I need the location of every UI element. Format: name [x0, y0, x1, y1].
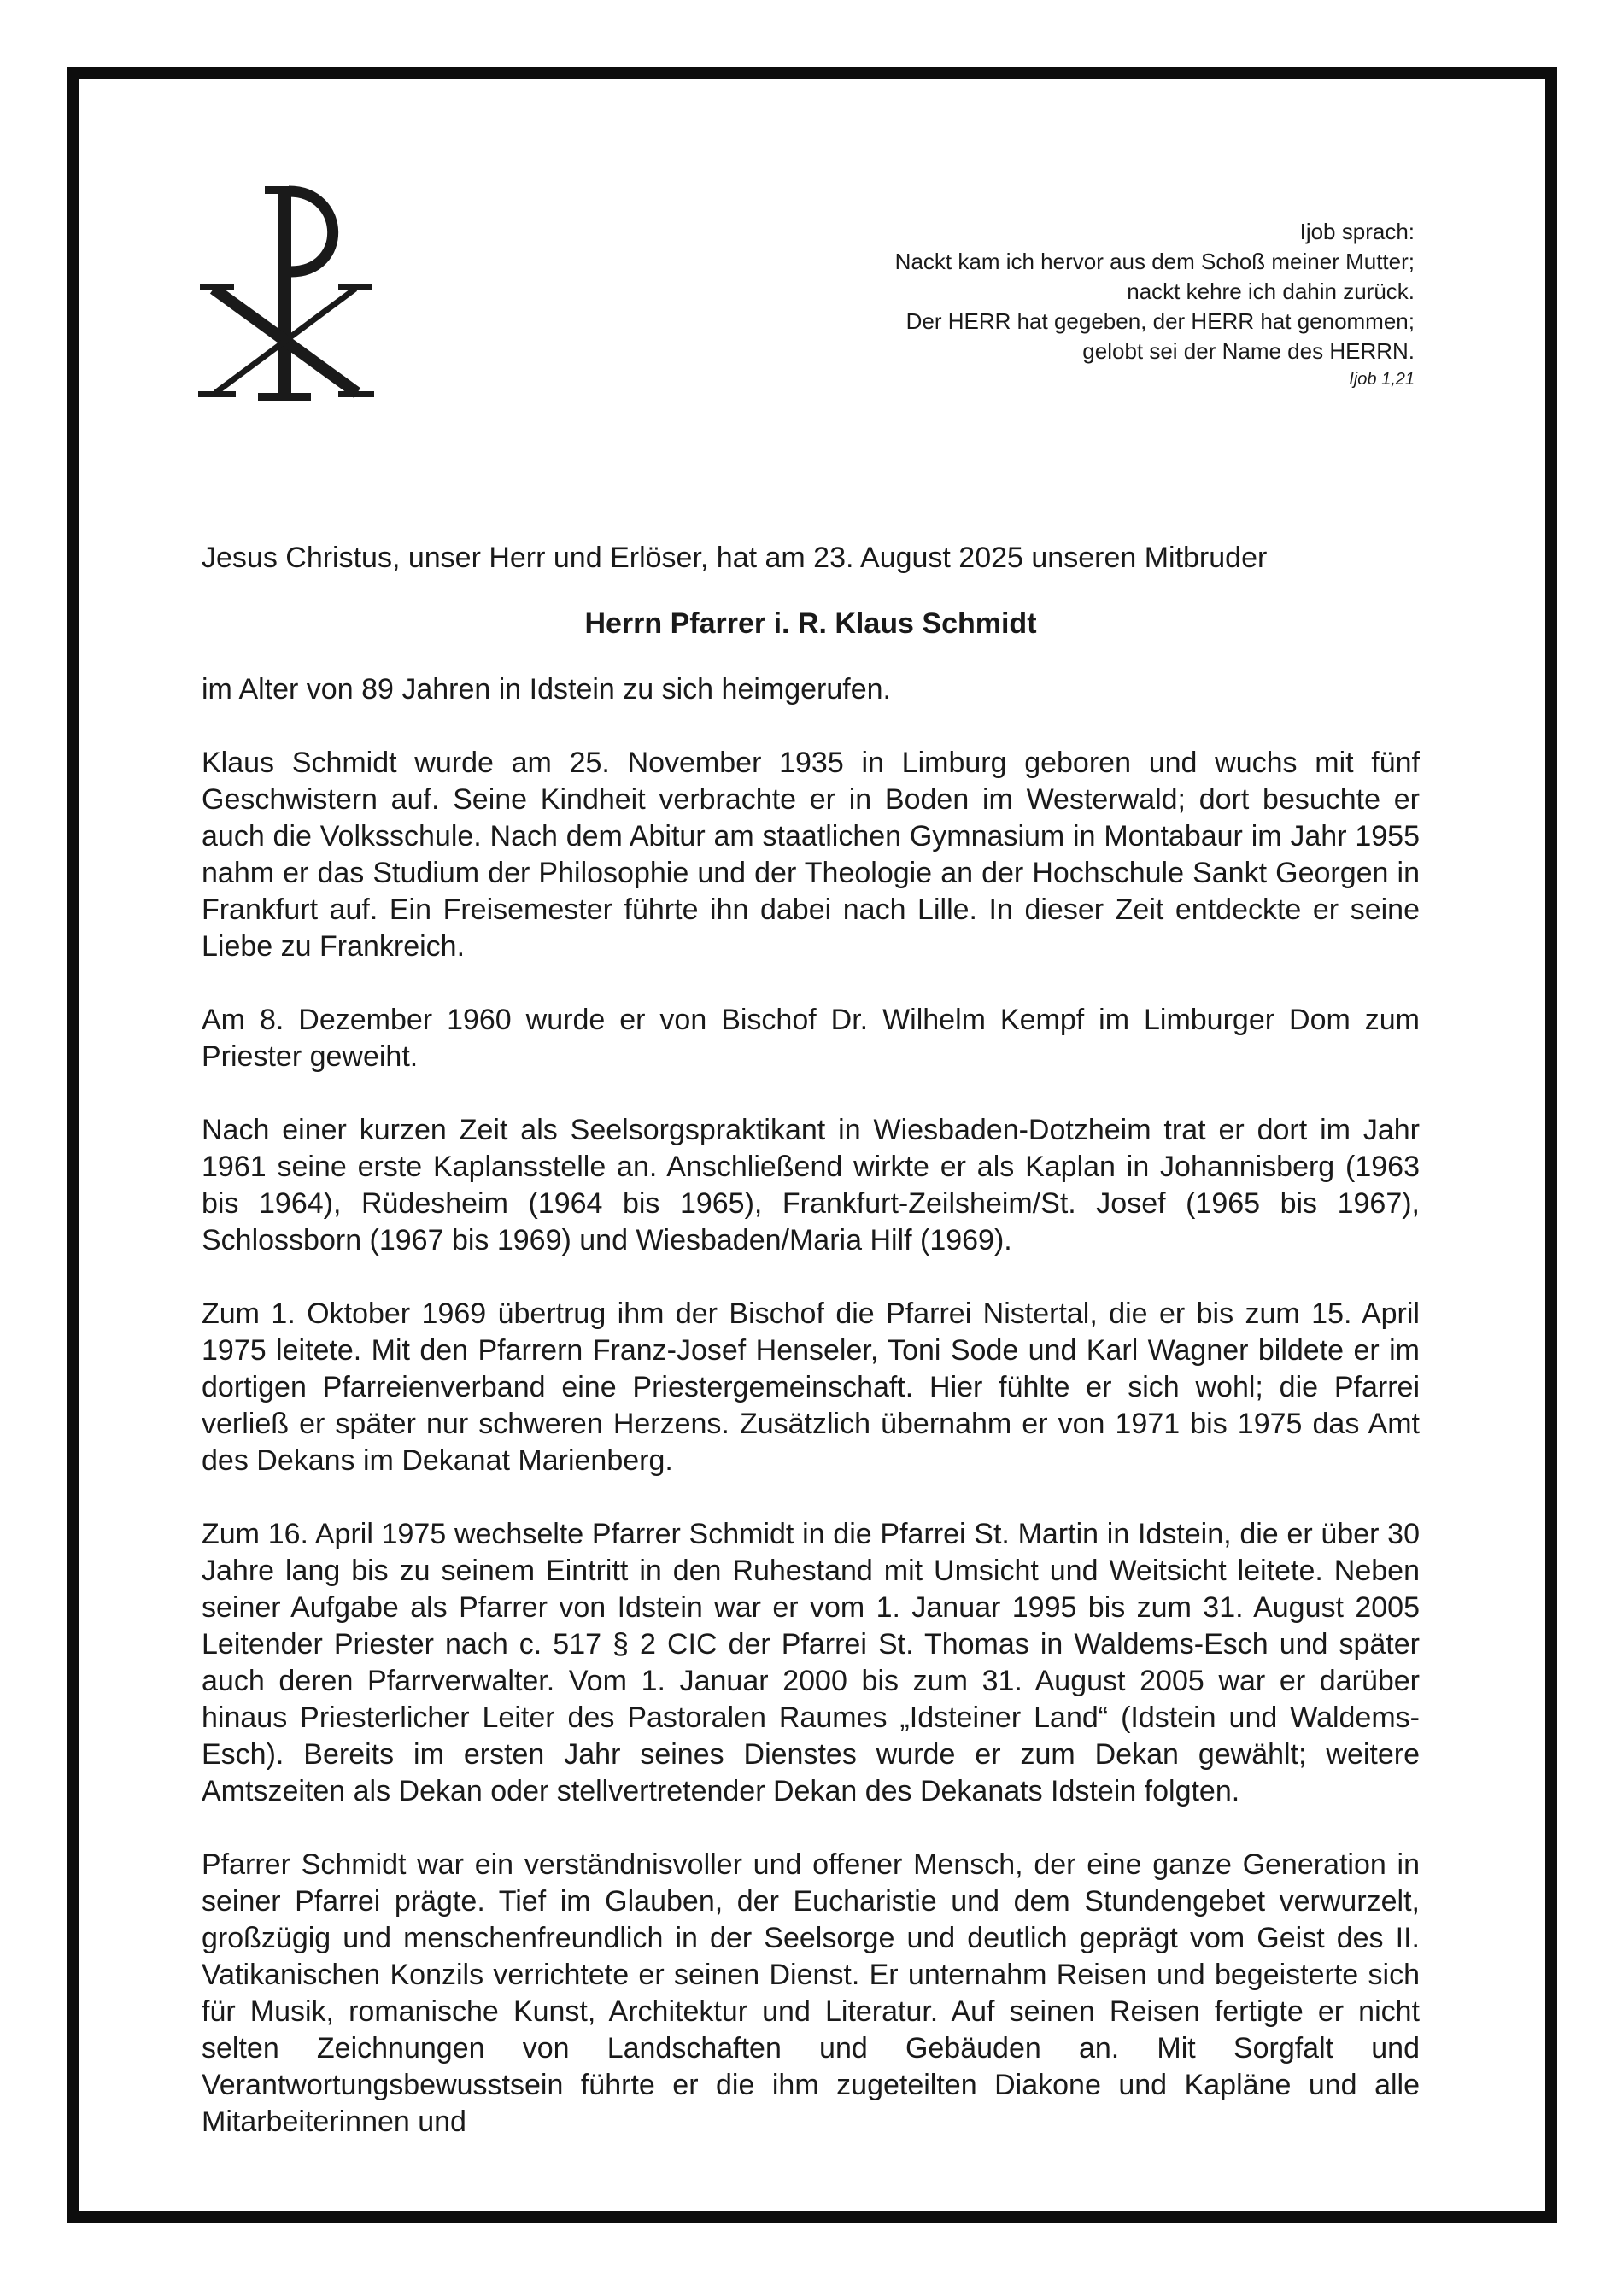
quote-reference: Ijob 1,21	[1349, 370, 1415, 389]
quote-line: nackt kehre ich dahin zurück.	[1127, 278, 1415, 304]
paragraph: Zum 1. Oktober 1969 übertrug ihm der Bischof die Pfarrei Nistertal, die er bis zum 15. April 1975 leitete. Mit den Pfarrern Franz-Josef Henseler, Toni Sode und Karl Wagner bildete er im dortigen Pfarreienverband eine Priestergemeinschaft. Hier fühlte er sich wohl; die Pfarrei verließ er später nur schweren Herzens. Zusätzlich übernahm er von 1971 bis 1975 das Amt des Dekans im Dekanat Marienberg.	[202, 1297, 1420, 1477]
obituary-body	[202, 540, 1420, 2177]
chi-rho-icon	[196, 179, 376, 406]
paragraph: Am 8. Dezember 1960 wurde er von Bischof Dr. Wilhelm Kempf im Limburger Dom zum Priester geweiht.	[202, 1004, 1420, 1073]
deceased-name: Herrn Pfarrer i. R. Klaus Schmidt	[584, 607, 1037, 640]
paragraph: Zum 16. April 1975 wechselte Pfarrer Schmidt in die Pfarrei St. Martin in Idstein, die er über 30 Jahre lang bis zu seinem Eintritt in den Ruhestand mit Umsicht und Weitsicht leitete. Neben seiner Aufgabe als Pfarrer von Idstein war er vom 1. Januar 1995 bis zum 31. August 2005 Leitender Priester nach c. 517 § 2 CIC der Pfarrei St. Thomas in Waldems-Esch und später auch deren Pfarrverwalter. Vom 1. Januar 2000 bis zum 31. August 2005 war er darüber hinaus Priesterlicher Leiter des Pastoralen Raumes „Idsteiner Land“ (Idstein und Waldems-Esch). Bereits im ersten Jahr seines Dienstes wurde er zum Dekan gewählt; weitere Amtszeiten als Dekan oder stellvertretender Dekan des Dekanats Idstein folgten.	[202, 1518, 1420, 1807]
paragraph: Pfarrer Schmidt war ein verständnisvoller und offener Mensch, der eine ganze Generation in seiner Pfarrei prägte. Tief im Glauben, der Eucharistie und dem Stundengebet verwurzelt, großzügig und menschenfreundlich in der Seelsorge und deutlich geprägt vom Geist des II. Vatikanischen Konzils verrichtete er seinen Dienst. Er unternahm Reisen und begeisterte sich für Musik, romanische Kunst, Architektur und Literatur. Auf seinen Reisen fertigte er nicht selten Zeichnungen von Landschaften und Gebäuden an. Mit Sorgfalt und Verantwortungsbewusstsein führte er die ihm zugeteilten Diakone und Kapläne und alle Mitarbeiterinnen und	[202, 1848, 1420, 2138]
quote-line: Ijob sprach:	[1299, 219, 1415, 244]
announcement-intro: Jesus Christus, unser Herr und Erlöser, hat am 23. August 2025 unseren Mitbruder	[202, 542, 1268, 574]
bible-quote	[895, 217, 1415, 392]
announcement-outro: im Alter von 89 Jahren in Idstein zu sich heimgerufen.	[202, 673, 891, 706]
paragraph: Nach einer kurzen Zeit als Seelsorgspraktikant in Wiesbaden-Dotzheim trat er dort im Jahr 1961 seine erste Kaplansstelle an. Anschließend wirkte er als Kaplan in Johannisberg (1963 bis 1964), Rüdesheim (1964 bis 1965), Frankfurt-Zeilsheim/St. Josef (1965 bis 1967), Schlossborn (1967 bis 1969) und Wiesbaden/Maria Hilf (1969).	[202, 1114, 1420, 1256]
quote-line: Der HERR hat gegeben, der HERR hat genommen;	[905, 308, 1415, 334]
quote-line: Nackt kam ich hervor aus dem Schoß meiner Mutter;	[894, 249, 1415, 274]
quote-line: gelobt sei der Name des HERRN.	[1082, 338, 1415, 364]
paragraph: Klaus Schmidt wurde am 25. November 1935 in Limburg geboren und wuchs mit fünf Geschwistern auf. Seine Kindheit verbrachte er in Boden im Westerwald; dort besuchte er auch die Volksschule. Nach dem Abitur am staatlichen Gymnasium in Montabaur im Jahr 1955 nahm er das Studium der Philosophie und der Theologie an der Hochschule Sankt Georgen in Frankfurt auf. Ein Freisemester führte ihn dabei nach Lille. In dieser Zeit entdeckte er seine Liebe zu Frankreich.	[202, 747, 1420, 963]
